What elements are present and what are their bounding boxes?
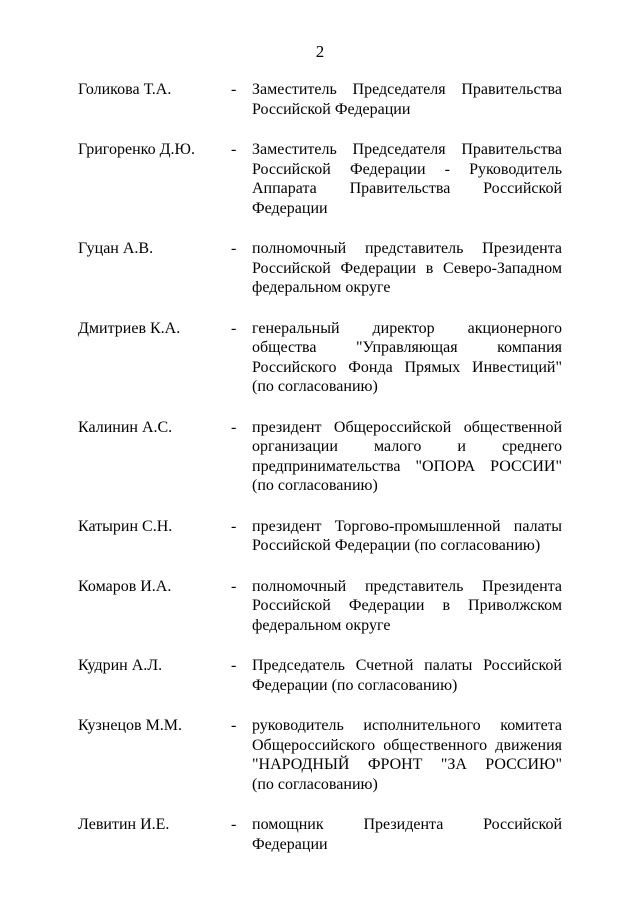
separator-dash: - [231,141,237,158]
list-item [0,656,640,695]
role-line: Российской Федерации - Руководитель [252,160,562,178]
member-role [252,577,562,636]
role-line: Общероссийского общественного движения [252,736,562,754]
member-role [252,140,562,218]
member-role [252,656,562,695]
list-item [0,716,640,794]
role-line: общества "Управляющая компания [252,339,562,356]
separator-dash: - [231,319,237,337]
separator-dash: - [231,240,237,257]
role-line: президент Торгово-промышленной палаты [252,517,562,535]
list-item [0,319,640,397]
role-line: генеральный директор акционерного [252,319,562,337]
separator-dash: - [231,816,237,833]
list-item [0,80,640,119]
member-name: Голикова Т.А. [78,81,172,98]
role-line: Российской Федерации [252,100,411,118]
role-line: Российской Федерации в Северо-Западном [252,259,562,277]
member-name: Кузнецов М.М. [78,717,183,734]
member-name: Григоренко Д.Ю. [78,141,195,158]
role-line: "НАРОДНЫЙ ФРОНТ "ЗА РОССИЮ" [252,756,562,773]
separator-dash: - [231,81,237,98]
role-line: Федерации [252,835,328,853]
separator-dash: - [231,418,237,436]
member-role [252,517,562,556]
role-line: Российской Федерации (по согласованию) [252,537,541,554]
role-line: полномочный представитель Президента [252,577,562,595]
list-item [0,517,640,556]
role-line: Председатель Счетной палаты Российской [252,657,562,674]
member-name: Дмитриев К.А. [78,319,181,337]
role-line: Заместитель Председателя Правительства [252,81,562,98]
member-name: Гуцан А.В. [78,240,154,257]
member-role [252,239,562,298]
role-line: федеральном округе [252,279,391,296]
role-line: Федерации [252,199,328,217]
member-role [252,80,562,119]
member-role [252,716,562,794]
list-item [0,815,640,854]
role-line: помощник Президента Российской [252,816,562,833]
separator-dash: - [231,657,237,674]
member-list [0,80,640,875]
role-line: Российской Федерации в Приволжском [252,597,562,614]
role-line: федеральном округе [252,616,391,634]
role-line: (по согласованию) [252,775,378,793]
member-name: Катырин С.Н. [78,517,173,535]
member-name: Калинин А.С. [78,418,173,436]
separator-dash: - [231,717,237,734]
role-line: Аппарата Правительства Российской [252,180,562,197]
role-line: организации малого и среднего [252,438,562,455]
list-item [0,239,640,298]
member-name: Комаров И.А. [78,577,172,595]
list-item [0,577,640,636]
member-name: Кудрин А.Л. [78,657,163,674]
role-line: президент Общероссийской общественной [252,418,562,436]
member-name: Левитин И.Е. [78,816,170,833]
page-number: 2 [315,42,325,61]
member-role [252,319,562,397]
member-role [252,815,562,854]
role-line: (по согласованию) [252,477,378,494]
role-line: Заместитель Председателя Правительства [252,141,562,158]
role-line: Российского Фонда Прямых Инвестиций" [252,358,562,376]
list-item [0,140,640,218]
member-role [252,418,562,496]
separator-dash: - [231,517,237,535]
role-line: предпринимательства "ОПОРА РОССИИ" [252,457,562,475]
role-line: полномочный представитель Президента [252,240,562,257]
role-line: (по согласованию) [252,378,378,395]
role-line: Федерации (по согласованию) [252,676,458,694]
role-line: руководитель исполнительного комитета [252,717,562,734]
list-item [0,418,640,496]
separator-dash: - [231,577,237,595]
